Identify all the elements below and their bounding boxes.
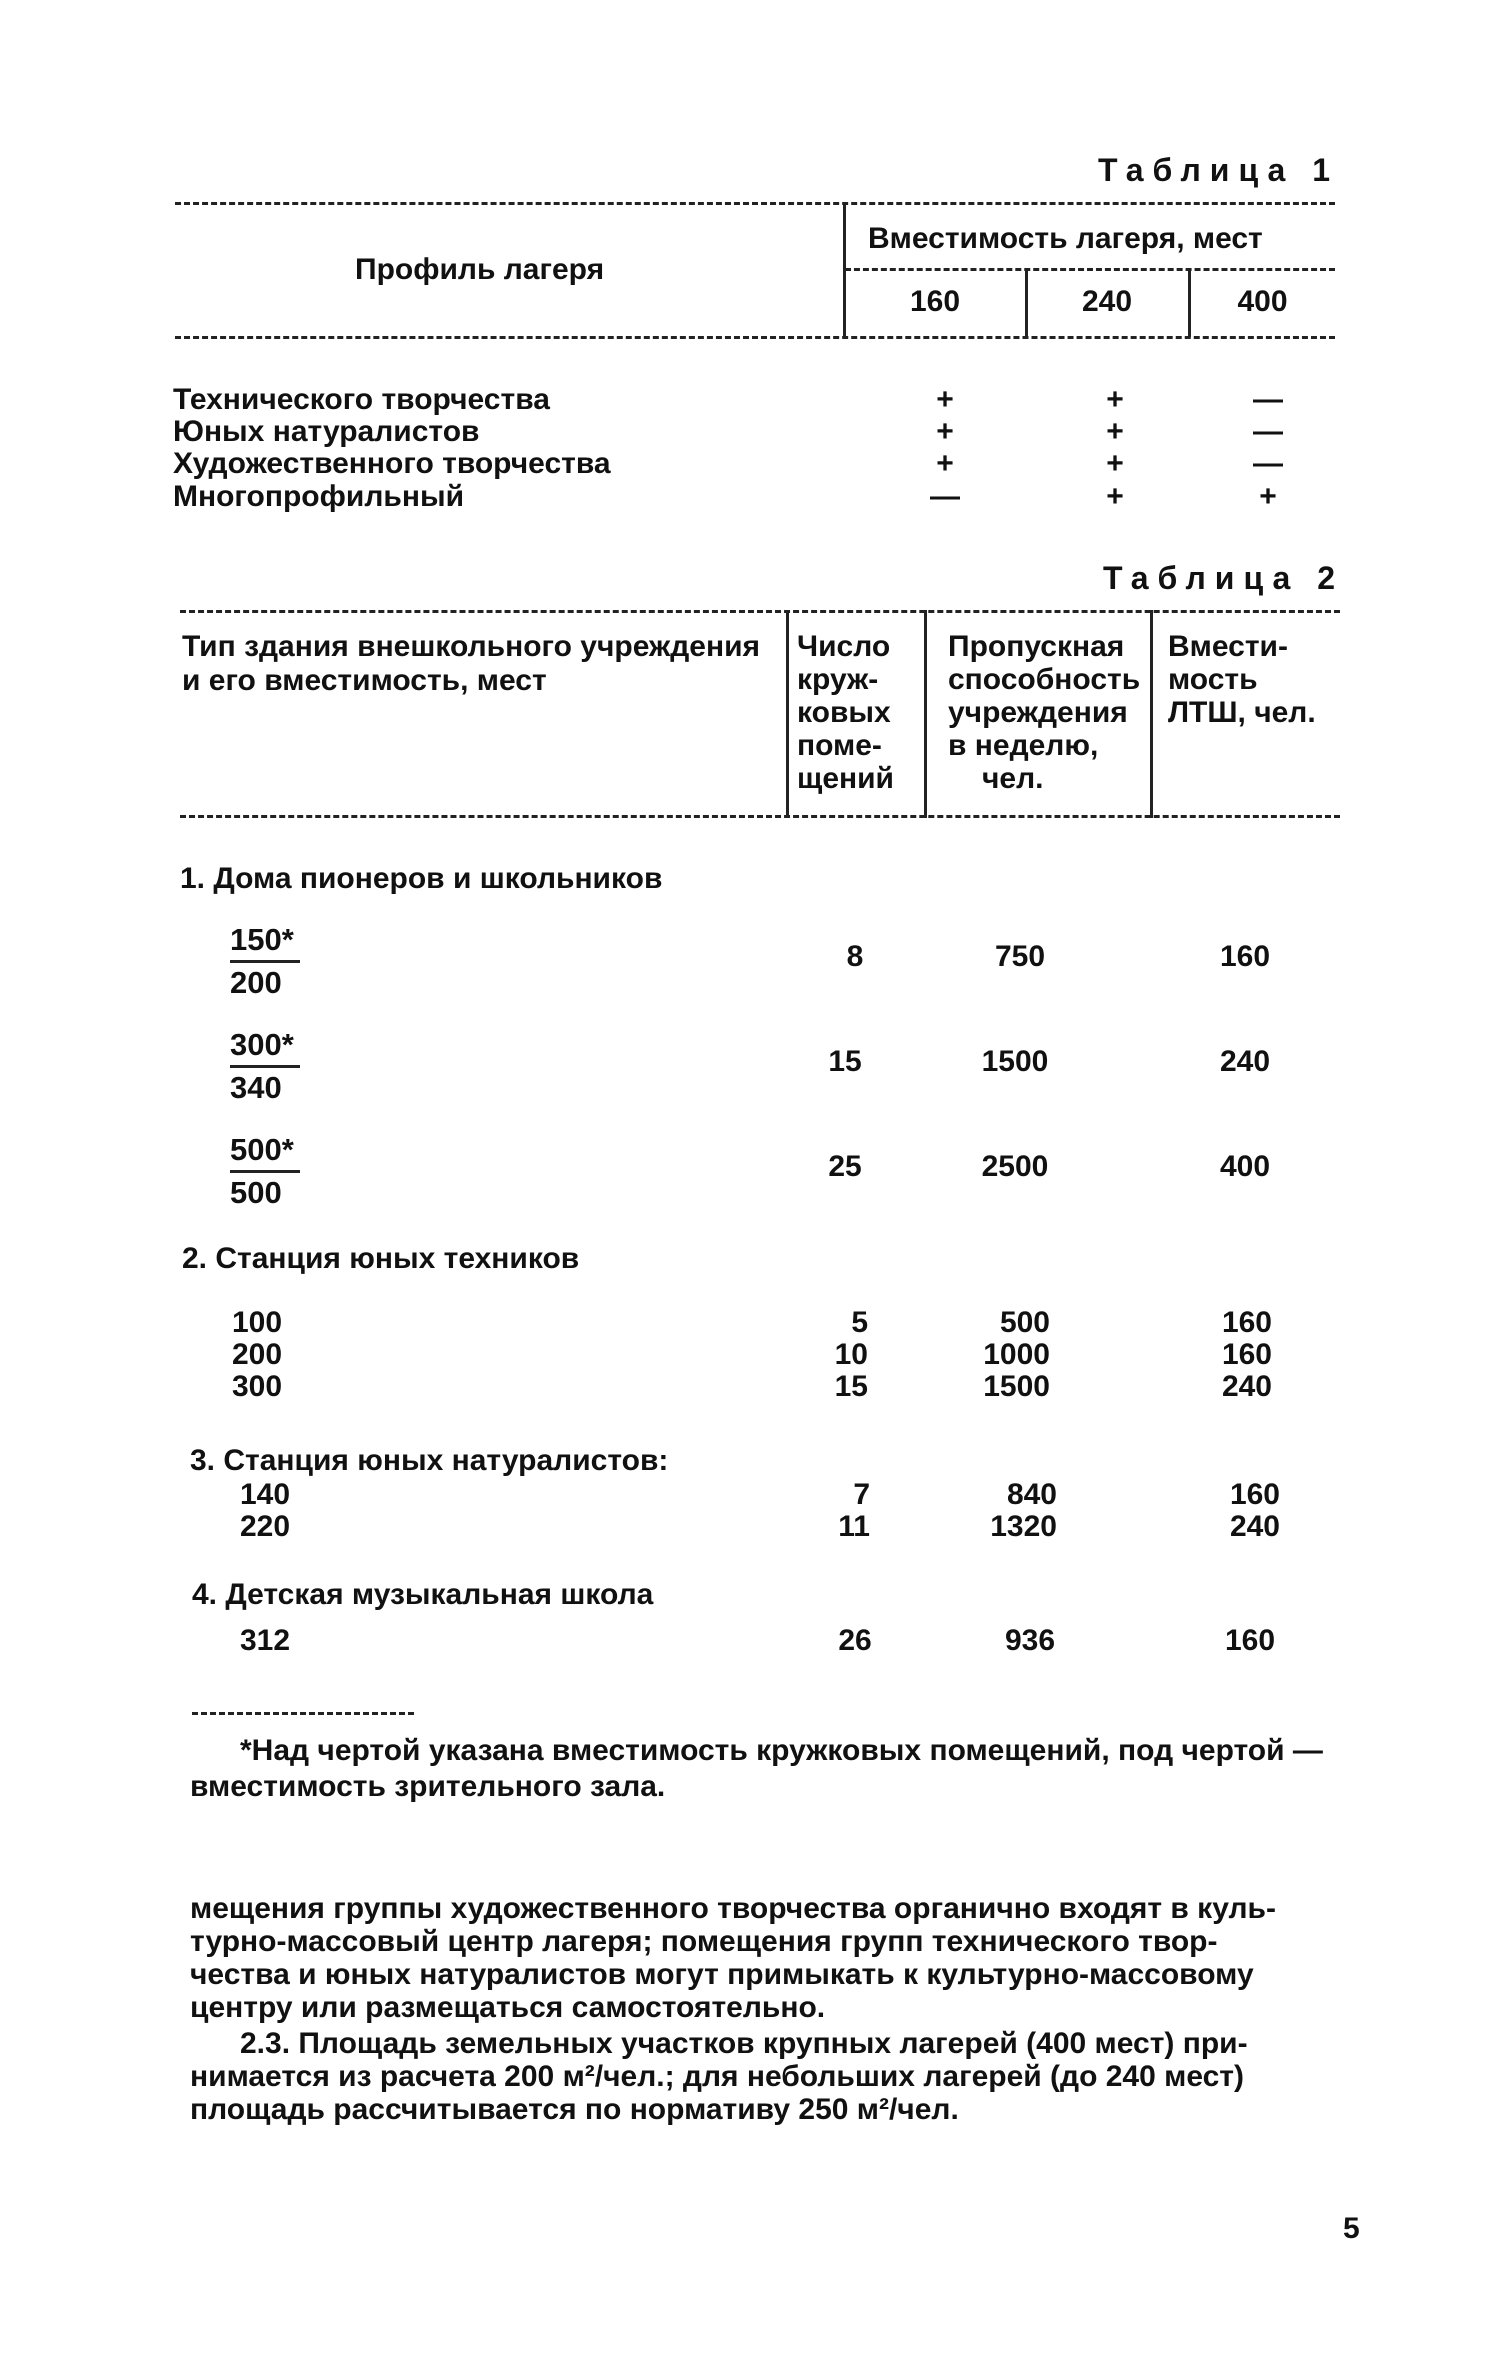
- table1-cap-160: 160: [909, 285, 961, 318]
- table1-row-value: +: [1106, 415, 1124, 448]
- table1-row-value: —: [930, 480, 960, 513]
- text-line: мещения группы художественного творчества органично входят в куль-: [190, 1892, 1276, 1925]
- rooms-value: 26: [838, 1624, 872, 1657]
- text-line: чества и юных натуралистов могут примыкать к культурно-массовому: [190, 1958, 1254, 1991]
- throughput-value: 500: [999, 1306, 1050, 1339]
- ltsh-value: 240: [1219, 1045, 1271, 1078]
- table1-caption: Таблица 1: [1097, 152, 1339, 188]
- table2-group-title: 2. Станция юных техников: [182, 1242, 580, 1275]
- ltsh-value: 240: [1221, 1370, 1272, 1403]
- throughput-value: 2500: [981, 1150, 1049, 1183]
- fraction-numerator: 150*: [230, 920, 300, 963]
- table1-cap-240: 240: [1081, 285, 1133, 318]
- capacity-fraction: [230, 1130, 300, 1213]
- ltsh-value: 160: [1221, 1306, 1272, 1339]
- table2-header-type-line2: и его вместимость, мест: [182, 664, 547, 697]
- table2-group-title: 4. Детская музыкальная школа: [192, 1578, 654, 1611]
- header-line: Число: [797, 630, 891, 663]
- capacity-value: 312: [240, 1624, 291, 1657]
- rooms-value: 7: [853, 1478, 870, 1511]
- throughput-value: 750: [994, 940, 1046, 973]
- table1-header-profile: Профиль лагеря: [355, 253, 605, 286]
- table2-header-throughput: [948, 630, 1140, 795]
- ltsh-value: 160: [1219, 940, 1271, 973]
- throughput-value: 1320: [990, 1510, 1057, 1543]
- table1-row-profile: Многопрофильный: [173, 480, 465, 513]
- ltsh-value: 400: [1219, 1150, 1271, 1183]
- text-line: площадь рассчитывается по нормативу 250 м²/чел.: [190, 2093, 959, 2126]
- rooms-value: 15: [834, 1370, 868, 1403]
- header-line: чел.: [982, 762, 1044, 795]
- table1-row-profile: Художественного творчества: [173, 447, 611, 480]
- table1-row-value: —: [1253, 447, 1283, 480]
- text-line: нимается из расчета 200 м²/чел.; для небольших лагерей (до 240 мест): [190, 2060, 1244, 2093]
- header-line: поме-: [797, 729, 882, 762]
- throughput-value: 840: [1006, 1478, 1057, 1511]
- table2-top-rule: [180, 610, 1340, 613]
- header-line: учреждения: [948, 696, 1128, 729]
- table1-row-value: +: [1106, 383, 1124, 416]
- table1-cap-400: 400: [1237, 285, 1288, 318]
- rooms-value: 5: [851, 1306, 868, 1339]
- footnote-line2: вместимость зрительного зала.: [190, 1770, 666, 1803]
- table1-row-value: +: [936, 415, 954, 448]
- table2-header-ltsh: [1168, 630, 1316, 729]
- fraction-denominator: 340: [230, 1070, 282, 1105]
- table2-vrule-1: [786, 610, 789, 818]
- table1-row-value: +: [1106, 447, 1124, 480]
- table2-vrule-2: [924, 610, 927, 818]
- rooms-value: 15: [828, 1045, 862, 1078]
- ltsh-value: 160: [1224, 1624, 1276, 1657]
- table1-row-value: +: [1259, 480, 1277, 513]
- table1-row-value: +: [936, 383, 954, 416]
- fraction-denominator: 500: [230, 1175, 282, 1210]
- table1-row-value: +: [1106, 480, 1124, 513]
- table1-row-profile: Юных натуралистов: [173, 415, 480, 448]
- table2-group-title: 3. Станция юных натуралистов:: [190, 1444, 669, 1477]
- table2-caption: Таблица 2: [1102, 560, 1344, 596]
- table1-header-capacity: Вместимость лагеря, мест: [868, 222, 1263, 255]
- ltsh-value: 240: [1229, 1510, 1280, 1543]
- table1-row-value: —: [1253, 383, 1283, 416]
- capacity-value: 220: [240, 1510, 291, 1543]
- header-line: способность: [948, 663, 1141, 696]
- throughput-value: 1000: [983, 1338, 1050, 1371]
- header-line: мость: [1168, 663, 1258, 696]
- table1-bottom-rule: [175, 336, 1335, 339]
- capacity-value: 140: [240, 1478, 291, 1511]
- capacity-value: 100: [232, 1306, 283, 1339]
- fraction-numerator: 300*: [230, 1025, 300, 1068]
- fraction-denominator: 200: [230, 965, 282, 1000]
- footnote-rule: [192, 1712, 414, 1715]
- table1-mid-rule: [845, 268, 1335, 271]
- table2-header-rooms: [797, 630, 894, 795]
- page-number: 5: [1343, 2212, 1360, 2245]
- capacity-fraction: [230, 920, 300, 1003]
- table1-row-value: +: [936, 447, 954, 480]
- table1-top-rule: [175, 202, 1335, 205]
- throughput-value: 1500: [983, 1370, 1050, 1403]
- ltsh-value: 160: [1229, 1478, 1280, 1511]
- text-line: турно-массовый центр лагеря; помещения групп технического твор-: [190, 1925, 1218, 1958]
- rooms-value: 8: [846, 940, 864, 973]
- rooms-value: 11: [838, 1510, 870, 1543]
- fraction-numerator: 500*: [230, 1130, 300, 1173]
- paragraph-2: [190, 2027, 1360, 2126]
- table1-row-value: —: [1253, 415, 1283, 448]
- capacity-value: 200: [232, 1338, 283, 1371]
- footnote-line1: *Над чертой указана вместимость кружковых помещений, под чертой —: [240, 1734, 1323, 1767]
- text-line: центру или размещаться самостоятельно.: [190, 1991, 826, 2024]
- header-line: Пропускная: [948, 630, 1125, 663]
- header-line: ковых: [797, 696, 891, 729]
- ltsh-value: 160: [1221, 1338, 1272, 1371]
- rooms-value: 10: [834, 1338, 868, 1371]
- throughput-value: 1500: [981, 1045, 1049, 1078]
- table2-header-type-line1: Тип здания внешкольного учреждения: [182, 630, 761, 663]
- table2-vrule-3: [1150, 610, 1153, 818]
- rooms-value: 25: [828, 1150, 862, 1183]
- table1-row-profile: Технического творчества: [173, 383, 550, 416]
- header-line: Вмести-: [1168, 630, 1288, 663]
- table2-group-title: 1. Дома пионеров и школьников: [180, 862, 663, 895]
- header-line: в неделю,: [948, 729, 1099, 762]
- header-line: ЛТШ, чел.: [1168, 696, 1316, 729]
- capacity-fraction: [230, 1025, 300, 1108]
- capacity-value: 300: [232, 1370, 283, 1403]
- table2-bottom-rule: [180, 815, 1340, 818]
- text-line: 2.3. Площадь земельных участков крупных лагерей (400 мест) при-: [240, 2027, 1248, 2060]
- header-line: круж-: [797, 663, 879, 696]
- paragraph-1: [190, 1892, 1360, 2024]
- throughput-value: 936: [1004, 1624, 1056, 1657]
- header-line: щений: [797, 762, 895, 795]
